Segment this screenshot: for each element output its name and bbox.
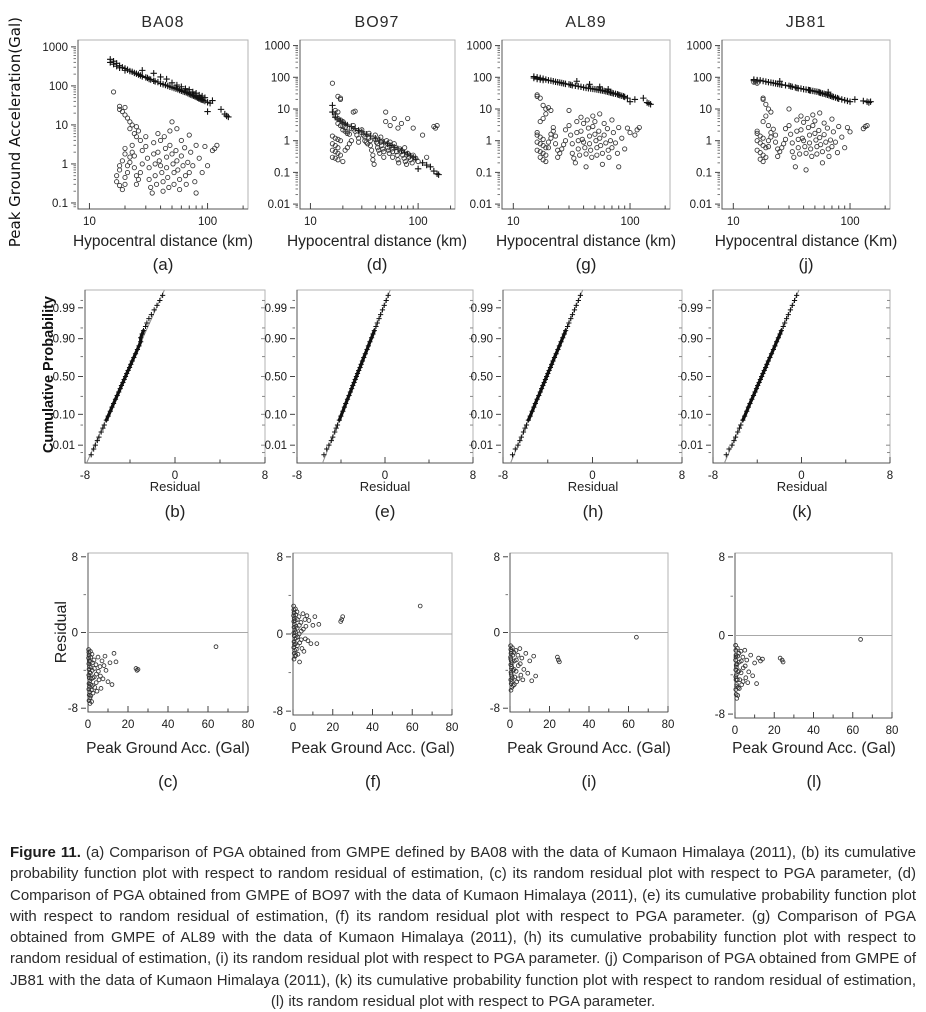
- axis-tick-labels: [264, 41, 427, 228]
- plot-b: [39, 276, 281, 497]
- letter-d: (d): [366, 255, 388, 274]
- axis-tick-labels: [68, 552, 255, 731]
- tick-label: 0.90: [470, 333, 493, 346]
- tick-label: 0: [589, 470, 596, 482]
- letter-l: (l): [806, 772, 822, 791]
- tick-label: 1: [485, 135, 492, 148]
- tick-label: 1: [283, 135, 290, 148]
- plot-d: [254, 26, 471, 243]
- tick-label: 0.10: [680, 409, 703, 422]
- plot-title-ba08: BA08: [141, 14, 185, 31]
- tick-label: 0: [506, 719, 514, 731]
- axis-ticks: [715, 46, 885, 209]
- letter-b: (b): [164, 502, 186, 521]
- letter-g: (g): [575, 255, 597, 274]
- tick-label: 8: [493, 551, 500, 564]
- tick-label: 0.01: [470, 440, 493, 453]
- tick-label: 60: [201, 719, 215, 731]
- tick-label: -8: [497, 470, 509, 482]
- xlabel-d: Hypocentral distance (km): [286, 233, 468, 250]
- tick-label: 60: [622, 719, 635, 731]
- tick-label: 0.99: [52, 302, 75, 315]
- tick-label: 0: [798, 470, 805, 482]
- tick-label: 0.1: [696, 167, 712, 180]
- tick-label: 1: [61, 158, 68, 171]
- tick-label: 1000: [264, 40, 290, 53]
- letter-e: (e): [374, 502, 396, 521]
- tick-label: 0.01: [469, 199, 492, 212]
- tick-label: 0.1: [476, 167, 492, 180]
- tick-label: -8: [79, 470, 91, 482]
- row2-y-axis-title-text: Cumulative Probability: [41, 296, 57, 454]
- plot-g: [456, 26, 686, 243]
- tick-label: 100: [197, 216, 218, 228]
- axis-ticks: [728, 557, 892, 718]
- xlabel-c: Peak Ground Acc. (Gal): [86, 740, 250, 757]
- tick-label: 0: [84, 719, 92, 731]
- data-markers: [321, 293, 390, 458]
- axis-ticks: [495, 46, 665, 209]
- tick-label: 0.10: [52, 409, 75, 422]
- tick-label: 0: [71, 627, 78, 640]
- tick-label: 20: [326, 722, 340, 734]
- xlabel-g: Hypocentral distance (km): [495, 233, 677, 250]
- axis-ticks: [503, 557, 668, 712]
- tick-label: 80: [241, 719, 255, 731]
- tick-label: 0.01: [52, 440, 75, 453]
- tick-label: 0: [289, 722, 297, 734]
- tick-label: 40: [161, 719, 175, 731]
- tick-label: 8: [718, 551, 725, 564]
- letter-c: (c): [158, 772, 178, 791]
- xlabel-e: Residual: [359, 479, 411, 494]
- plot-a: [32, 26, 264, 243]
- tick-label: 0: [718, 630, 725, 643]
- data-markers: [531, 73, 654, 169]
- tick-label: 100: [270, 72, 290, 85]
- tick-label: -8: [67, 703, 78, 716]
- tick-label: 100: [408, 216, 428, 228]
- plot-title-bo97: BO97: [354, 14, 400, 31]
- tick-label: 0.90: [264, 333, 287, 346]
- axis-ticks: [496, 300, 682, 463]
- tick-label: 0.50: [52, 371, 75, 384]
- tick-label: 20: [543, 719, 556, 731]
- axis-ticks: [78, 300, 265, 463]
- plot-j: [676, 26, 906, 243]
- plot-l: [689, 539, 908, 752]
- plot-c: [42, 539, 264, 746]
- row1-y-axis-title: [2, 17, 28, 248]
- tick-label: 8: [71, 551, 78, 564]
- tick-label: 40: [582, 719, 596, 731]
- xlabel-b: Residual: [149, 479, 201, 494]
- tick-label: 10: [699, 103, 712, 116]
- tick-label: 100: [840, 216, 860, 228]
- tick-label: 100: [48, 80, 68, 93]
- tick-label: 10: [726, 216, 740, 228]
- tick-label: -8: [291, 470, 303, 482]
- tick-label: 0: [381, 470, 389, 482]
- tick-label: 0: [731, 725, 739, 737]
- tick-label: 0.50: [470, 371, 493, 384]
- xlabel-f: Peak Ground Acc. (Gal): [291, 740, 455, 757]
- plot-f: [247, 539, 468, 749]
- plot-k: [667, 276, 906, 497]
- xlabel-i: Peak Ground Acc. (Gal): [507, 740, 671, 757]
- tick-label: 0.1: [52, 197, 68, 210]
- tick-label: 40: [366, 722, 379, 734]
- axis-ticks: [290, 300, 473, 463]
- row3-y-axis-title-text: Residual: [53, 601, 70, 664]
- tick-label: 0: [493, 627, 500, 640]
- letter-i: (i): [581, 772, 597, 791]
- tick-label: 10: [479, 103, 492, 116]
- tick-label: 0.10: [264, 409, 287, 422]
- tick-label: 10: [506, 216, 520, 228]
- tick-label: 80: [445, 722, 459, 734]
- tick-label: 0.01: [267, 199, 290, 212]
- xlabel-h: Residual: [567, 479, 619, 494]
- tick-label: 100: [692, 72, 712, 85]
- axis-ticks: [286, 557, 452, 715]
- plot-e: [251, 276, 489, 497]
- figure-caption-label: Figure 11.: [10, 844, 81, 861]
- tick-label: 0.50: [680, 371, 703, 384]
- tick-label: 0.50: [264, 371, 287, 384]
- tick-label: 0.99: [470, 302, 493, 315]
- axis-ticks: [71, 47, 243, 209]
- data-markers: [734, 638, 863, 701]
- tick-label: 10: [304, 216, 317, 228]
- tick-label: 0.99: [264, 302, 287, 315]
- letter-a: (a): [152, 255, 174, 274]
- tick-label: -8: [272, 706, 283, 719]
- tick-label: 100: [472, 72, 492, 85]
- data-markers: [87, 645, 218, 706]
- tick-label: 60: [405, 722, 419, 734]
- tick-label: 1000: [686, 40, 712, 53]
- tick-label: 1: [705, 135, 712, 148]
- tick-label: 0.90: [52, 333, 75, 346]
- data-markers: [329, 81, 442, 178]
- xlabel-k: Residual: [776, 479, 828, 494]
- tick-label: 0.01: [680, 440, 703, 453]
- axis-tick-labels: [265, 303, 477, 482]
- xlabel-j: Hypocentral distance (Km): [714, 233, 898, 250]
- axis-tick-labels: [715, 552, 899, 737]
- data-markers: [107, 56, 232, 195]
- tick-label: 0.1: [274, 167, 290, 180]
- letter-h: (h): [582, 502, 604, 521]
- tick-label: 80: [661, 719, 675, 731]
- tick-label: 0: [171, 470, 179, 482]
- letter-f: (f): [364, 772, 382, 791]
- tick-label: 0.01: [264, 440, 287, 453]
- tick-label: 8: [886, 470, 894, 482]
- tick-label: 10: [55, 119, 68, 132]
- tick-label: 8: [678, 470, 686, 482]
- tick-label: 40: [807, 725, 820, 737]
- tick-label: 1000: [466, 40, 492, 53]
- tick-label: -8: [489, 703, 500, 716]
- data-markers: [751, 76, 874, 172]
- axis-ticks: [81, 557, 248, 712]
- tick-label: -8: [707, 470, 719, 482]
- tick-label: 0.10: [470, 409, 493, 422]
- tick-label: 8: [469, 470, 477, 482]
- plot-title-jb81: JB81: [785, 14, 827, 31]
- tick-label: 100: [620, 216, 640, 228]
- tick-label: -8: [714, 709, 725, 722]
- letter-k: (k): [792, 502, 812, 521]
- figure-caption-text: (a) Comparison of PGA obtained from GMPE defined by BA08 with the data of Kumaon Himalaya (2011), (b) its cumulative probability function plot with respect to random residual of estimation, (c) its random residual plot with respect to PGA parameter, (d) Comparison of PGA obtained from GMPE of BO97 with the data of Kumaon Himalaya (2011), (e) its cumulative probability function plot with respect to random residual of estimation, (f) its random residual plot with respect to PGA parameter. (g) Comparison of PGA obtained from GMPE of AL89 with the data of Kumaon Himalaya (2011), (h) its cumulative probability function plot with respect to random residual of estimation, (i) its random residual plot with respect to PGA parameter. (j) Comparison of PGA obtained from GMPE of JB81 with the data of Kumaon Himalaya (2011), (k) its cumulative probability function plot with respect to random residual of estimation, (l) its random residual plot with respect to PGA parameter.: [10, 844, 917, 1011]
- plot-h: [457, 276, 698, 497]
- tick-label: 60: [846, 725, 860, 737]
- data-markers: [510, 293, 583, 458]
- xlabel-l: Peak Ground Acc. (Gal): [732, 740, 896, 757]
- tick-label: 10: [83, 216, 96, 228]
- axis-ticks: [293, 46, 451, 209]
- tick-label: 0.99: [680, 302, 703, 315]
- figure-caption: [10, 842, 916, 1012]
- tick-label: 10: [277, 103, 290, 116]
- tick-label: 0.01: [689, 199, 712, 212]
- tick-label: 1000: [42, 41, 68, 54]
- row1-y-axis-title-text: Peak Ground Acceleration(Gal): [6, 17, 24, 248]
- tick-label: 0: [276, 629, 283, 641]
- axis-tick-labels: [678, 302, 894, 482]
- tick-label: 80: [885, 725, 899, 737]
- axis-tick-labels: [490, 552, 675, 731]
- xlabel-a: Hypocentral distance (km): [72, 233, 254, 250]
- data-markers: [724, 293, 800, 458]
- plot-i: [464, 539, 684, 746]
- tick-label: 8: [276, 551, 283, 564]
- tick-label: 20: [121, 719, 135, 731]
- tick-label: 8: [261, 470, 269, 482]
- tick-label: 20: [767, 725, 781, 737]
- data-markers: [509, 635, 639, 692]
- letter-j: (j): [798, 255, 814, 274]
- tick-label: 0.90: [680, 333, 703, 346]
- axis-tick-labels: [273, 552, 459, 734]
- plot-title-al89: AL89: [565, 14, 607, 31]
